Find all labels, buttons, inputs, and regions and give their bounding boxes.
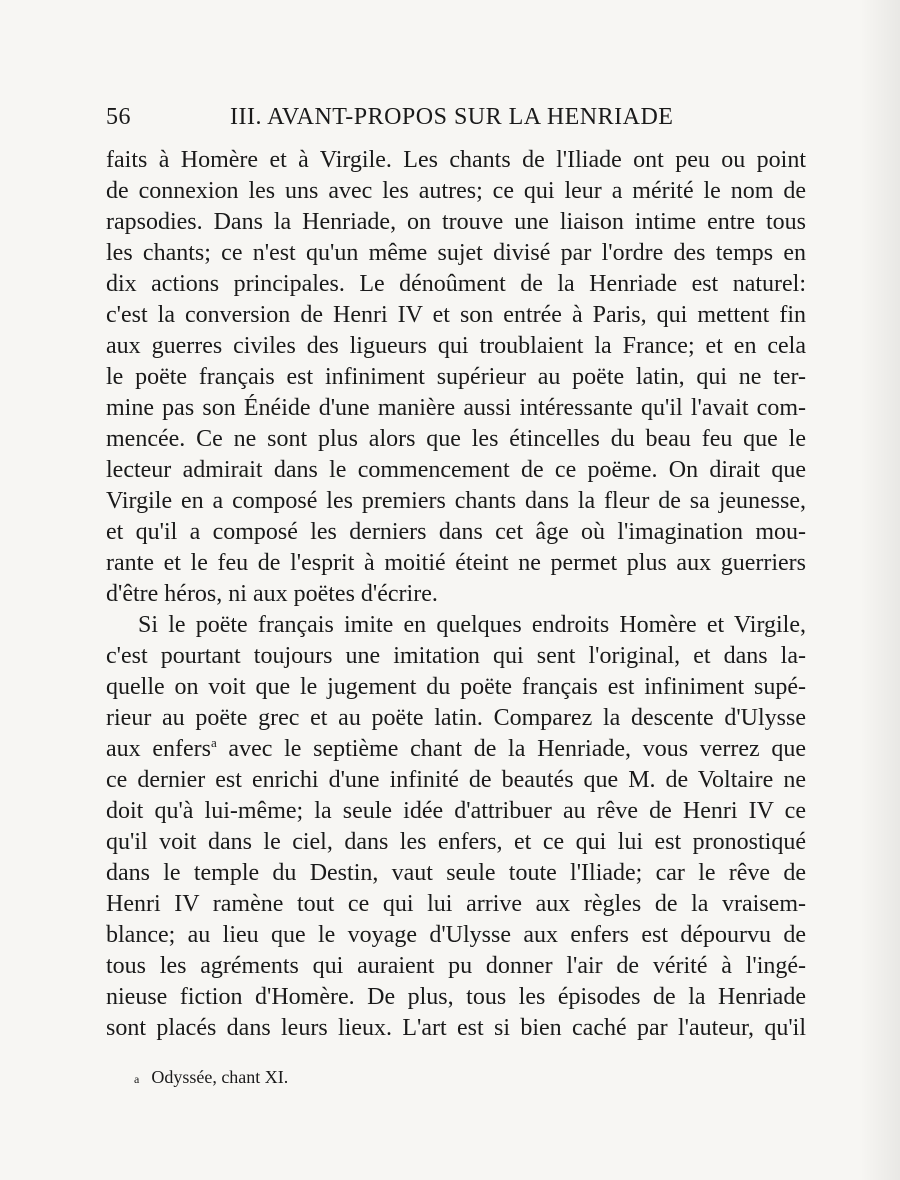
page-edge-shadow	[860, 0, 900, 1180]
paragraph-1	[106, 145, 806, 610]
text-line: doit qu'à lui-même; la seule idée d'attribuer au rêve de Henri IV ce	[106, 798, 806, 824]
text-line: mencée. Ce ne sont plus alors que les étincelles du beau feu que le	[106, 426, 806, 452]
text-line: blance; au lieu que le voyage d'Ulysse aux enfers est dépourvu de	[106, 922, 806, 948]
text-line: lecteur admirait dans le commencement de ce poëme. On dirait que	[106, 457, 806, 483]
footnote-text: Odyssée, chant XI.	[151, 1067, 289, 1087]
text-line: les chants; ce n'est qu'un même sujet divisé par l'ordre des temps en	[106, 240, 806, 266]
text-line: ce dernier est enrichi d'une infinité de beautés que M. de Voltaire ne	[106, 767, 806, 793]
paragraph-2	[106, 610, 806, 1044]
text-line: tous les agréments qui auraient pu donner l'air de vérité à l'ingé-	[106, 953, 806, 979]
text-line: et qu'il a composé les derniers dans cet âge où l'imagination mou-	[106, 519, 806, 545]
text-line: dix actions principales. Le dénoûment de la Henriade est naturel:	[106, 271, 806, 297]
body-text	[106, 145, 806, 1044]
page-header	[106, 104, 806, 138]
text-line: d'être héros, ni aux poëtes d'écrire.	[106, 581, 438, 607]
text-line: aux guerres civiles des ligueurs qui troublaient la France; et en cela	[106, 333, 806, 359]
text-segment: aux enfers	[106, 736, 211, 762]
text-line: dans le temple du Destin, vaut seule toute l'Iliade; car le rêve de	[106, 860, 806, 886]
text-line: quelle on voit que le jugement du poëte français est infiniment supé-	[106, 674, 806, 700]
text-line: mine pas son Énéide d'une manière aussi intéressante qu'il l'avait com-	[106, 395, 806, 421]
text-line: Si le poëte français imite en quelques endroits Homère et Virgile,	[138, 612, 806, 638]
text-line: faits à Homère et à Virgile. Les chants de l'Iliade ont peu ou point	[106, 147, 806, 173]
page-number: 56	[106, 104, 131, 130]
text-line: rapsodies. Dans la Henriade, on trouve une liaison intime entre tous	[106, 209, 806, 235]
text-line: rante et le feu de l'esprit à moitié éteint ne permet plus aux guerriers	[106, 550, 806, 576]
text-line: c'est la conversion de Henri IV et son entrée à Paris, qui mettent fin	[106, 302, 806, 328]
text-line-with-note	[106, 734, 806, 765]
text-line: nieuse fiction d'Homère. De plus, tous les épisodes de la Henriade	[106, 984, 806, 1010]
running-title: III. AVANT-PROPOS SUR LA HENRIADE	[230, 104, 674, 130]
text-line: Virgile en a composé les premiers chants dans la fleur de sa jeunesse,	[106, 488, 806, 514]
text-line: Henri IV ramène tout ce qui lui arrive aux règles de la vraisem-	[106, 891, 806, 917]
footnote-marker: a	[134, 1072, 140, 1086]
text-line: de connexion les uns avec les autres; ce qui leur a mérité le nom de	[106, 178, 806, 204]
text-segment: avec le septième chant de la Henriade, vous verrez que	[216, 736, 807, 762]
text-line: qu'il voit dans le ciel, dans les enfers, et ce qui lui est pronostiqué	[106, 829, 806, 855]
footnote-reference: a	[210, 735, 217, 750]
text-line: le poëte français est infiniment supérieur au poëte latin, qui ne ter-	[106, 364, 806, 390]
footnote	[134, 1067, 288, 1088]
text-line: rieur au poëte grec et au poëte latin. Comparez la descente d'Ulysse	[106, 705, 806, 731]
text-line: c'est pourtant toujours une imitation qui sent l'original, et dans la-	[106, 643, 806, 669]
text-line: sont placés dans leurs lieux. L'art est si bien caché par l'auteur, qu'il	[106, 1015, 806, 1041]
